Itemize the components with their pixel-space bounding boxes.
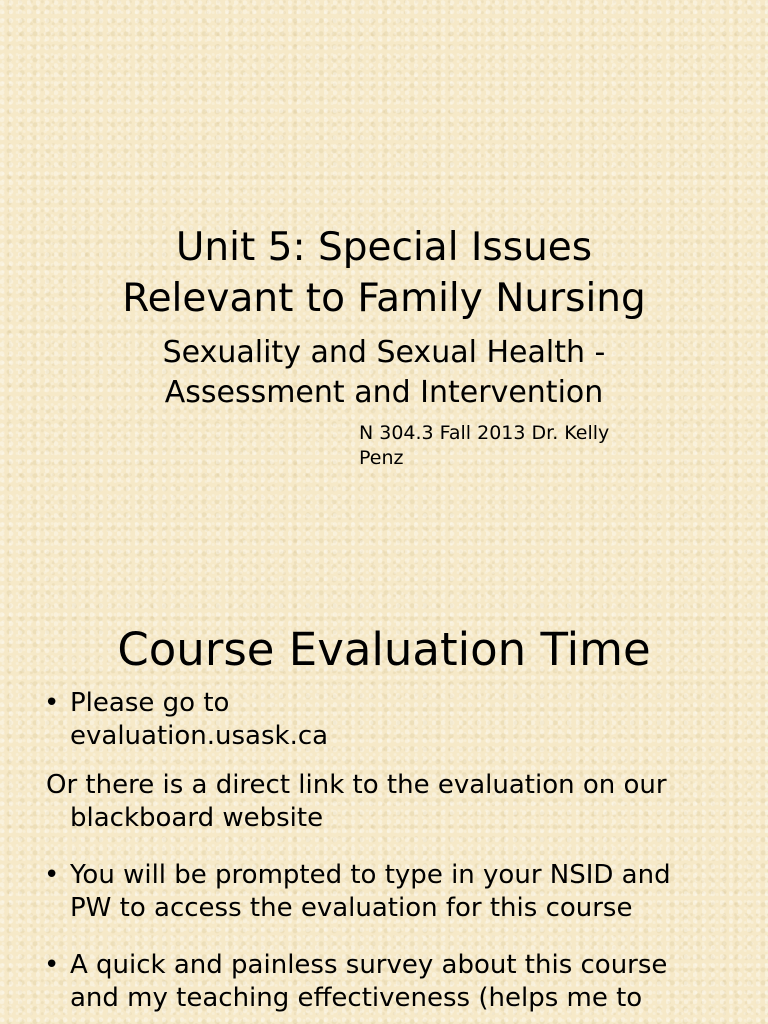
- author-line-1: N 304.3 Fall 2013 Dr. Kelly: [359, 422, 610, 444]
- title-line-2: Relevant to Family Nursing: [122, 276, 646, 321]
- course-author-info: [359, 421, 659, 471]
- title-line-1: Unit 5: Special Issues: [175, 225, 593, 270]
- subtitle-line-2: Assessment and Intervention: [164, 375, 604, 410]
- author-line-2: Penz: [359, 447, 404, 469]
- subtitle-line-1: Sexuality and Sexual Health -: [162, 335, 606, 370]
- slide-subtitle: [0, 333, 768, 413]
- bullet-icon: •: [44, 688, 60, 718]
- evaluation-link-text: evaluation.usask.ca: [70, 721, 329, 751]
- plain-line-2: blackboard website: [70, 803, 324, 833]
- bullet-1-line-1: Please go to: [70, 688, 230, 718]
- bullet-2-line-2: PW to access the evaluation for this course: [70, 893, 633, 923]
- bullet-icon: •: [44, 950, 60, 980]
- bullet-2-line-1: You will be prompted to type in your NSID and: [70, 860, 671, 890]
- evaluation-slide: [0, 575, 768, 1024]
- plain-line-1: Or there is a direct link to the evaluation on our: [46, 770, 667, 800]
- slide-title: [0, 222, 768, 324]
- bullet-icon: •: [44, 860, 60, 890]
- direct-link-note: [46, 769, 746, 835]
- bullet-3-line-1: A quick and painless survey about this course: [70, 950, 668, 980]
- bullet-3-line-2: and my teaching effectiveness (helps me to: [70, 983, 643, 1013]
- evaluation-title: Course Evaluation Time: [117, 623, 651, 676]
